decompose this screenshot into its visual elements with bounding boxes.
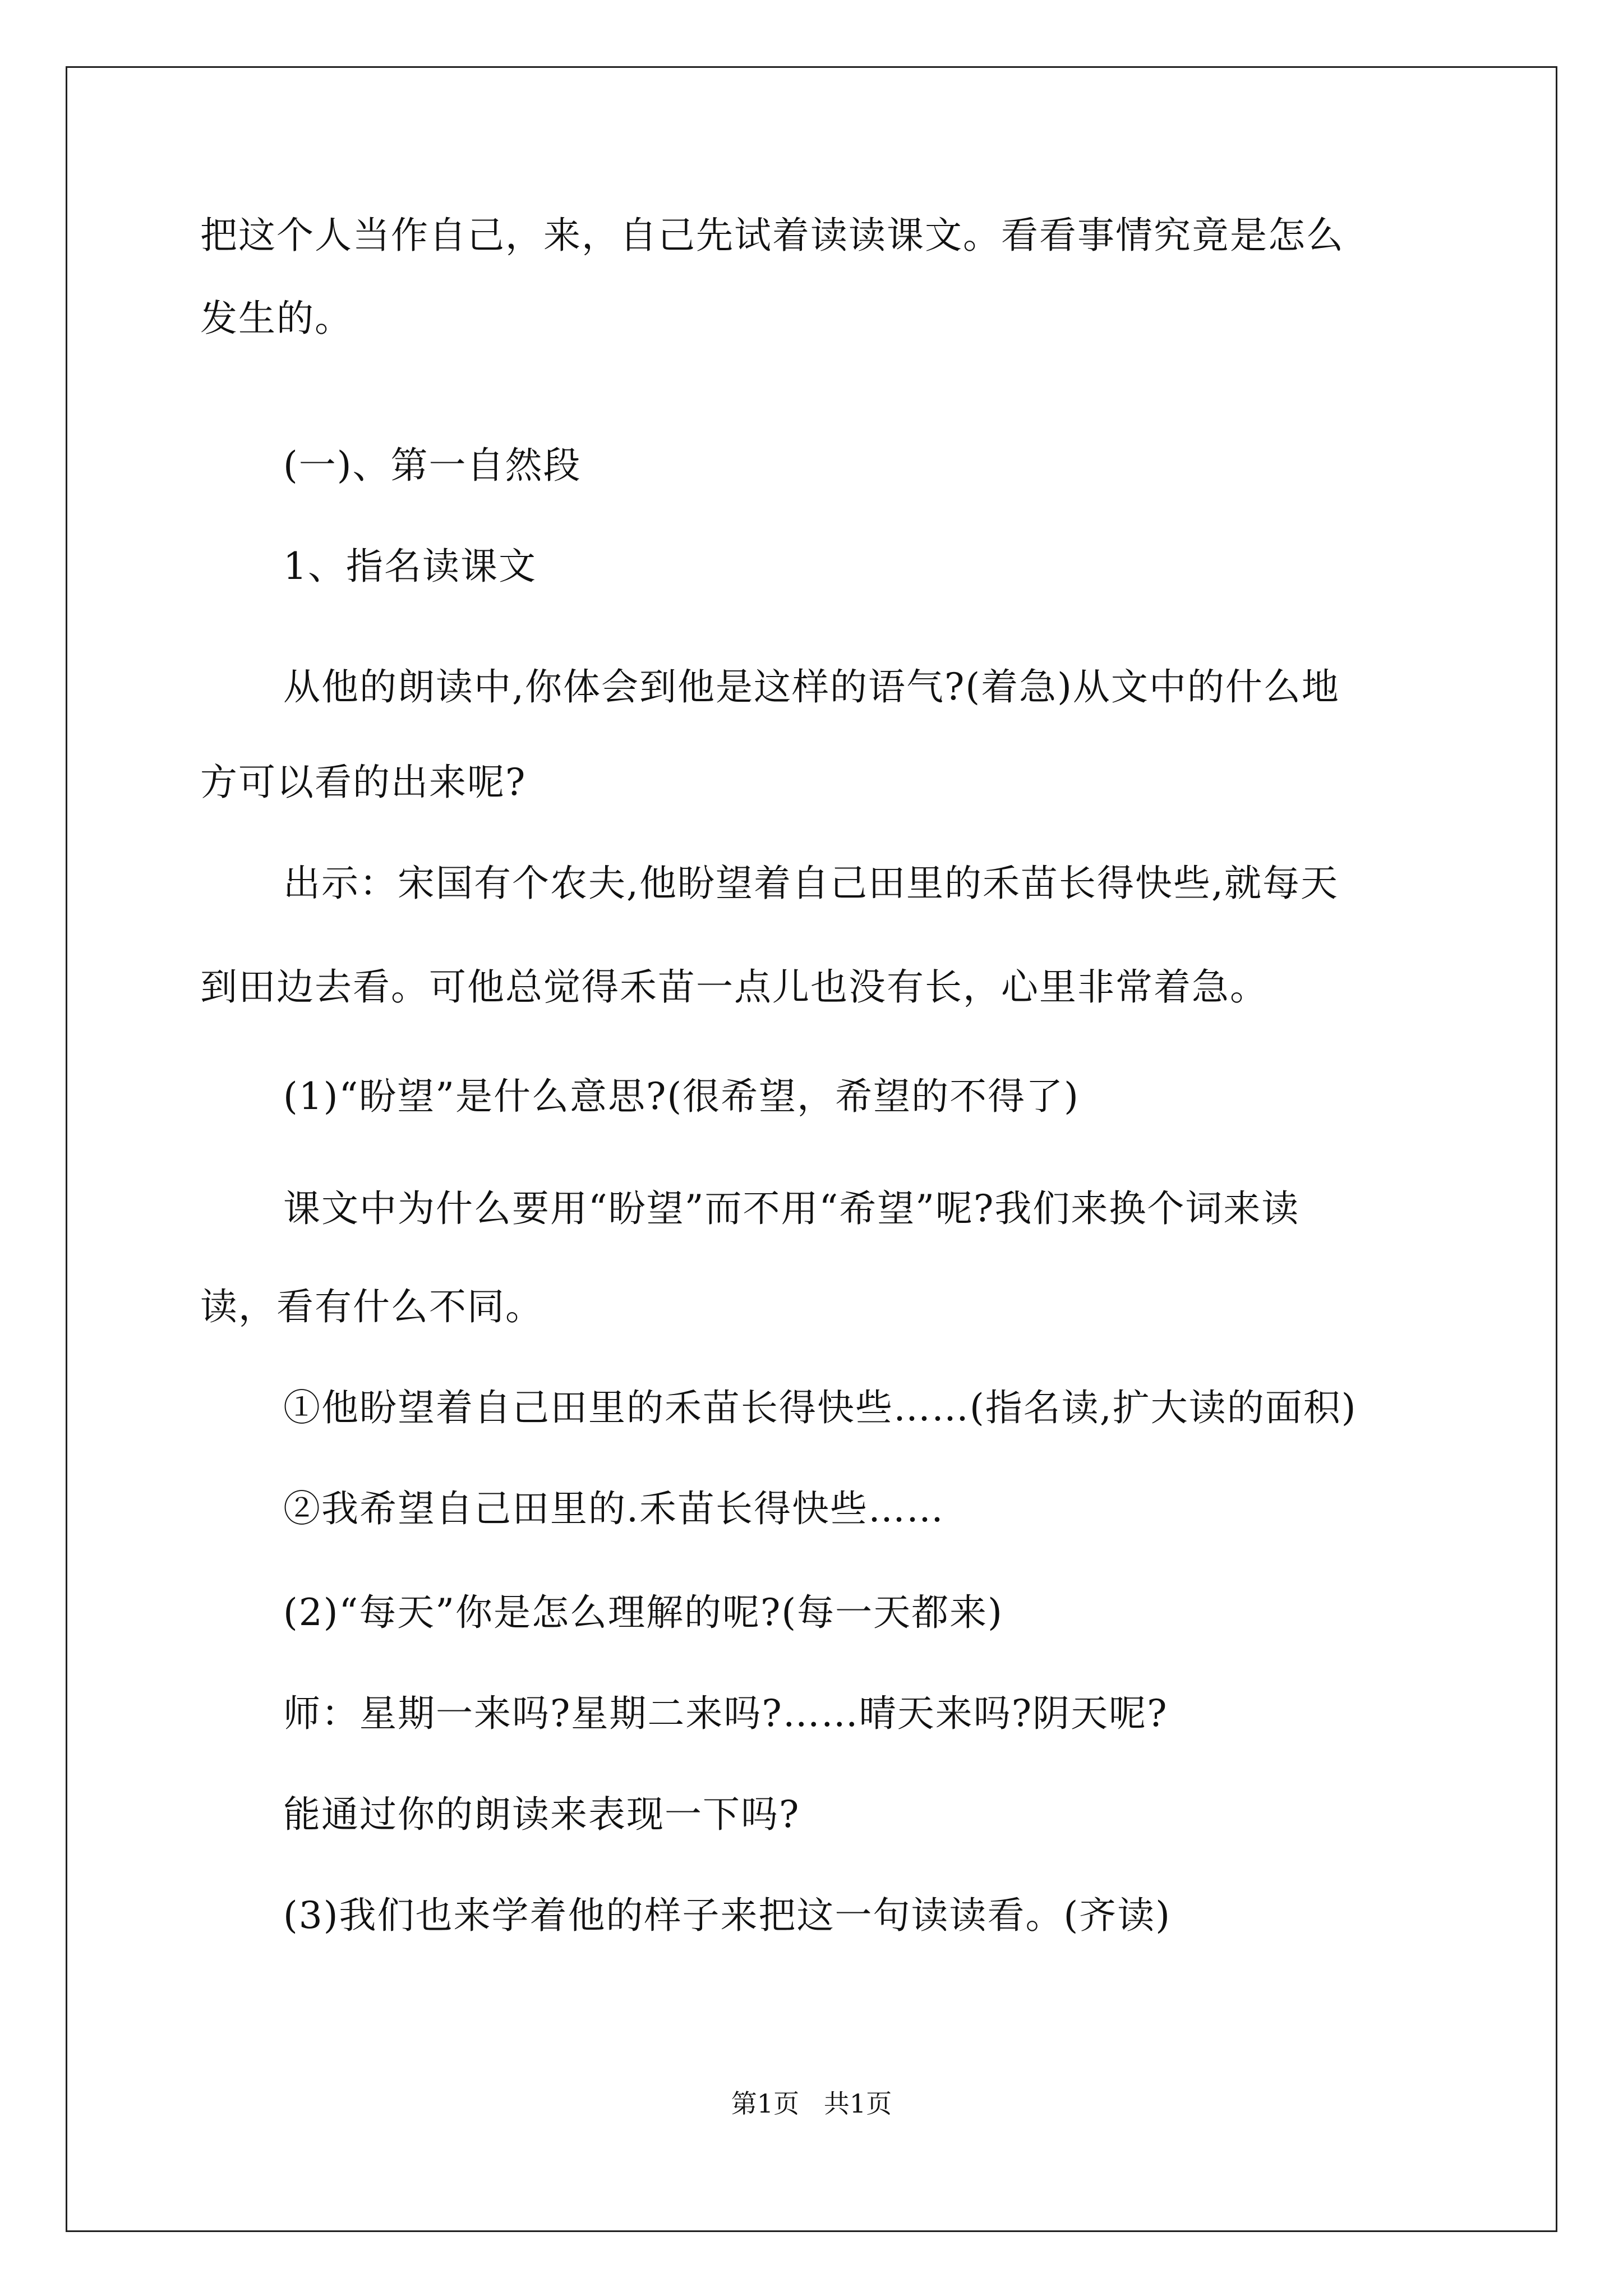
paragraph-line: 发生的。: [200, 297, 353, 340]
paragraph-line: (3)我们也来学着他的样子来把这一句读读看。(齐读): [283, 1894, 1171, 1937]
paragraph-line: (2)“每天”你是怎么理解的呢?(每一天都来): [283, 1591, 1003, 1634]
section-heading: (一)、第一自然段: [283, 444, 582, 487]
paragraph-line: 方可以看的出来呢?: [200, 761, 527, 804]
list-item: ②我希望自己田里的.禾苗长得快些……: [283, 1487, 944, 1530]
paragraph-line: (1)“盼望”是什么意思?(很希望，希望的不得了): [283, 1075, 1080, 1118]
page-footer: 第1页 共1页: [731, 2088, 892, 2119]
paragraph-line: 读，看有什么不同。: [200, 1285, 543, 1328]
paragraph-line: 出示：宋国有个农夫,他盼望着自己田里的禾苗长得快些,就每天: [283, 862, 1339, 905]
paragraph-line: 课文中为什么要用“盼望”而不用“希望”呢?我们来换个词来读: [283, 1187, 1300, 1230]
paragraph-line: 到田边去看。可他总觉得禾苗一点儿也没有长，心里非常着急。: [200, 965, 1268, 1009]
step-heading: 1、指名读课文: [283, 545, 537, 588]
paragraph-line: 把这个人当作自己，来，自己先试着读读课文。看看事情究竟是怎么: [200, 214, 1344, 257]
list-item: ①他盼望着自己田里的禾苗长得快些……(指名读,扩大读的面积): [283, 1386, 1357, 1429]
paragraph-line: 师：星期一来吗?星期二来吗?……晴天来吗?阴天呢?: [283, 1692, 1168, 1735]
paragraph-line: 从他的朗读中,你体会到他是这样的语气?(着急)从文中的什么地: [283, 665, 1340, 708]
paragraph-line: 能通过你的朗读来表现一下吗?: [283, 1793, 800, 1836]
